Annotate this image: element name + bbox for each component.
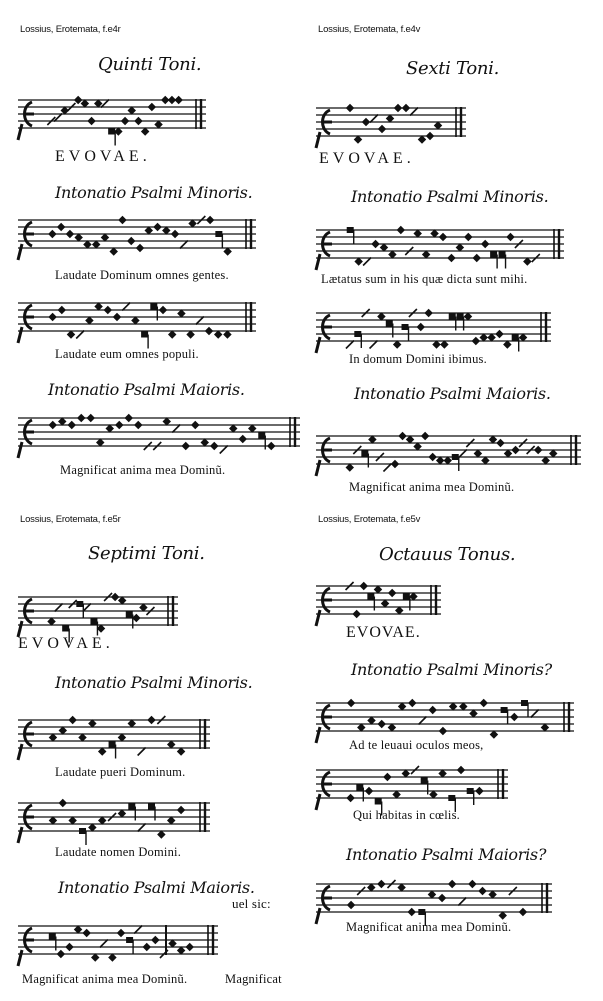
note-rhombus xyxy=(397,226,405,234)
note-rhombus xyxy=(519,908,527,916)
note-rhombus xyxy=(506,233,514,241)
minoris-heading: Intonatio Psalmi Minoris? xyxy=(351,660,552,679)
custos-mark xyxy=(100,940,108,948)
evovae-text: EVOVAE. xyxy=(319,150,415,167)
note-rhombus xyxy=(174,96,182,104)
custos-mark xyxy=(138,748,146,756)
maioris-heading: Intonatio Psalmi Maioris. xyxy=(354,384,551,403)
note-rhombus xyxy=(365,787,373,795)
maioris-heading: Intonatio Psalmi Maioris. xyxy=(58,878,255,897)
note-square xyxy=(452,454,459,460)
note-square xyxy=(79,828,86,834)
note-square xyxy=(457,314,464,320)
source-label: Lossius, Erotemata, f.e4v xyxy=(318,24,421,35)
evovae-text: EVOVAE. xyxy=(18,635,114,652)
source-label: Lossius, Erotemata, f.e5r xyxy=(20,514,121,525)
note-rhombus xyxy=(182,442,190,450)
custos-mark xyxy=(138,824,146,832)
note-rhombus xyxy=(68,421,76,429)
note-rhombus xyxy=(147,716,155,724)
note-rhombus xyxy=(360,582,368,590)
tone-heading: Sexti Toni. xyxy=(406,58,500,79)
note-rhombus xyxy=(424,309,432,317)
note-rhombus xyxy=(210,442,218,450)
maioris-heading: Intonatio Psalmi Maioris? xyxy=(346,845,547,864)
note-square xyxy=(361,451,368,457)
evovae-text: EVOVAE. xyxy=(346,624,421,641)
custos-mark xyxy=(383,464,391,472)
note-rhombus xyxy=(347,901,355,909)
note-rhombus xyxy=(464,233,472,241)
note-rhombus xyxy=(65,943,73,951)
note-rhombus xyxy=(478,887,486,895)
custos-mark xyxy=(83,604,91,612)
note-rhombus xyxy=(383,773,391,781)
note-rhombus xyxy=(113,313,121,321)
note-rhombus xyxy=(402,104,410,112)
note-rhombus xyxy=(421,432,429,440)
note-rhombus xyxy=(206,216,214,224)
note-square xyxy=(512,335,519,341)
custos-mark xyxy=(134,926,142,934)
evovae-text: EVOVAE. xyxy=(55,148,151,165)
alt-lyric: Magnificat xyxy=(225,972,282,986)
note-square xyxy=(141,332,148,338)
note-rhombus xyxy=(185,943,193,951)
note-square xyxy=(375,799,382,805)
source-label: Lossius, Erotemata, f.e4r xyxy=(20,24,121,35)
custos-mark xyxy=(458,898,466,906)
music-staff xyxy=(18,712,218,772)
lyric-line: Laudate Dominum omnes gentes. xyxy=(55,268,229,282)
note-rhombus xyxy=(426,132,434,140)
custos-mark xyxy=(55,604,63,612)
note-rhombus xyxy=(475,787,483,795)
lyric-line: Laudate nomen Domini. xyxy=(55,845,182,859)
note-square xyxy=(128,804,135,810)
note-square xyxy=(402,324,409,330)
note-rhombus xyxy=(391,460,399,468)
custos-mark xyxy=(346,341,354,349)
note-square xyxy=(62,626,69,632)
music-staff xyxy=(18,918,293,978)
note-rhombus xyxy=(191,421,199,429)
custos-mark xyxy=(363,258,371,266)
note-square xyxy=(215,231,222,237)
minoris-heading: Intonatio Psalmi Minoris. xyxy=(351,187,549,206)
note-square xyxy=(449,314,456,320)
note-square xyxy=(76,601,83,607)
note-square xyxy=(386,321,393,327)
music-staff xyxy=(18,212,288,272)
note-rhombus xyxy=(428,453,436,461)
note-rhombus xyxy=(472,254,480,262)
note-rhombus xyxy=(481,240,489,248)
note-rhombus xyxy=(398,432,406,440)
note-rhombus xyxy=(48,313,56,321)
note-rhombus xyxy=(121,117,129,125)
minoris-heading: Intonatio Psalmi Minoris. xyxy=(55,183,253,202)
note-rhombus xyxy=(447,254,455,262)
note-rhombus xyxy=(439,233,447,241)
note-square xyxy=(367,594,374,600)
note-square xyxy=(90,619,97,625)
note-rhombus xyxy=(159,306,167,314)
note-square xyxy=(499,252,506,258)
note-rhombus xyxy=(48,230,56,238)
note-square xyxy=(521,700,528,706)
note-rhombus xyxy=(408,699,416,707)
maioris-heading: Intonatio Psalmi Maioris. xyxy=(48,380,245,399)
lyric-line: Magnificat anima mea Dominũ. xyxy=(349,480,515,494)
music-staff xyxy=(18,92,288,152)
page-e5r xyxy=(0,500,301,1000)
source-label: Lossius, Erotemata, f.e5v xyxy=(318,514,421,525)
note-rhombus xyxy=(417,323,425,331)
lyric-line: Magnificat anima mea Dominũ. xyxy=(22,972,188,986)
note-rhombus xyxy=(346,104,354,112)
custos-mark xyxy=(196,317,204,325)
note-rhombus xyxy=(448,880,456,888)
custos-mark xyxy=(410,108,418,116)
note-rhombus xyxy=(134,117,142,125)
note-rhombus xyxy=(82,929,90,937)
note-square xyxy=(356,785,363,791)
note-square xyxy=(418,909,425,915)
note-square xyxy=(421,778,428,784)
custos-mark xyxy=(76,331,84,339)
lyric-line: Magnificat anima mea Dominũ. xyxy=(346,920,512,934)
custos-mark xyxy=(180,241,188,249)
note-square xyxy=(467,788,474,794)
custos-mark xyxy=(172,425,180,433)
note-square xyxy=(126,612,133,618)
note-rhombus xyxy=(136,244,144,252)
lyric-line: Lætatus sum in his quæ dicta sunt mihi. xyxy=(321,272,528,286)
note-rhombus xyxy=(117,929,125,937)
note-rhombus xyxy=(428,706,436,714)
tone-heading: Octauus Tonus. xyxy=(379,544,516,565)
note-rhombus xyxy=(347,699,355,707)
note-rhombus xyxy=(362,118,370,126)
note-rhombus xyxy=(468,880,476,888)
note-rhombus xyxy=(472,337,480,345)
note-rhombus xyxy=(57,223,65,231)
custos-mark xyxy=(122,303,130,311)
note-square xyxy=(108,129,115,135)
note-rhombus xyxy=(352,610,360,618)
note-rhombus xyxy=(143,943,151,951)
note-square xyxy=(448,795,455,801)
note-rhombus xyxy=(151,936,159,944)
note-rhombus xyxy=(377,720,385,728)
page-e5v xyxy=(301,500,602,1000)
note-square xyxy=(258,433,265,439)
note-rhombus xyxy=(118,216,126,224)
note-rhombus xyxy=(407,908,415,916)
note-rhombus xyxy=(77,414,85,422)
custos-mark xyxy=(531,710,539,718)
note-rhombus xyxy=(68,716,76,724)
note-rhombus xyxy=(394,104,402,112)
note-rhombus xyxy=(495,330,503,338)
music-staff xyxy=(18,410,288,470)
note-rhombus xyxy=(177,806,185,814)
note-square xyxy=(126,937,133,943)
tone-heading: Quinti Toni. xyxy=(98,54,202,75)
note-rhombus xyxy=(115,421,123,429)
note-square xyxy=(490,252,497,258)
note-rhombus xyxy=(57,950,65,958)
note-rhombus xyxy=(438,894,446,902)
note-rhombus xyxy=(371,240,379,248)
page-e4v xyxy=(301,0,602,500)
custos-mark xyxy=(370,341,378,349)
note-square xyxy=(49,934,56,940)
lyric-line: Laudate pueri Dominum. xyxy=(55,765,186,779)
lyric-line: In domum Domini ibimus. xyxy=(349,352,487,366)
tone-heading: Septimi Toni. xyxy=(88,543,205,564)
music-staff xyxy=(18,295,288,355)
note-rhombus xyxy=(127,237,135,245)
note-rhombus xyxy=(49,421,57,429)
note-rhombus xyxy=(378,125,386,133)
minoris-heading: Intonatio Psalmi Minoris. xyxy=(55,673,253,692)
music-staff xyxy=(316,428,596,488)
note-rhombus xyxy=(104,306,112,314)
alt-note: uel sic: xyxy=(232,896,271,911)
note-rhombus xyxy=(171,230,179,238)
note-rhombus xyxy=(346,794,354,802)
note-rhombus xyxy=(66,230,74,238)
note-rhombus xyxy=(239,435,247,443)
note-square xyxy=(354,331,361,337)
note-rhombus xyxy=(58,306,66,314)
note-square xyxy=(403,594,410,600)
custos-mark xyxy=(459,450,467,458)
note-rhombus xyxy=(148,103,156,111)
note-rhombus xyxy=(87,117,95,125)
note-rhombus xyxy=(388,589,396,597)
note-rhombus xyxy=(87,414,95,422)
note-rhombus xyxy=(534,446,542,454)
custos-mark xyxy=(370,115,378,123)
note-rhombus xyxy=(496,439,504,447)
note-rhombus xyxy=(59,799,67,807)
lyric-line: Laudate eum omnes populi. xyxy=(55,347,199,361)
note-rhombus xyxy=(125,414,133,422)
lyric-line: Qui habitas in cœlis. xyxy=(353,808,460,822)
note-rhombus xyxy=(479,699,487,707)
custos-mark xyxy=(220,446,228,454)
note-rhombus xyxy=(134,421,142,429)
note-rhombus xyxy=(153,223,161,231)
note-square xyxy=(109,742,116,748)
note-rhombus xyxy=(377,880,385,888)
custos-mark xyxy=(419,717,427,725)
lyric-line: Ad te leuaui oculos meos, xyxy=(349,738,484,752)
note-square xyxy=(347,227,354,233)
note-square xyxy=(150,304,157,310)
note-rhombus xyxy=(439,727,447,735)
note-rhombus xyxy=(267,442,275,450)
note-rhombus xyxy=(205,327,213,335)
note-rhombus xyxy=(457,766,465,774)
note-square xyxy=(501,707,508,713)
note-square xyxy=(148,804,155,810)
page-e4r xyxy=(0,0,301,500)
note-rhombus xyxy=(510,713,518,721)
note-rhombus xyxy=(511,446,519,454)
lyric-line: Magnificat anima mea Dominũ. xyxy=(60,463,226,477)
